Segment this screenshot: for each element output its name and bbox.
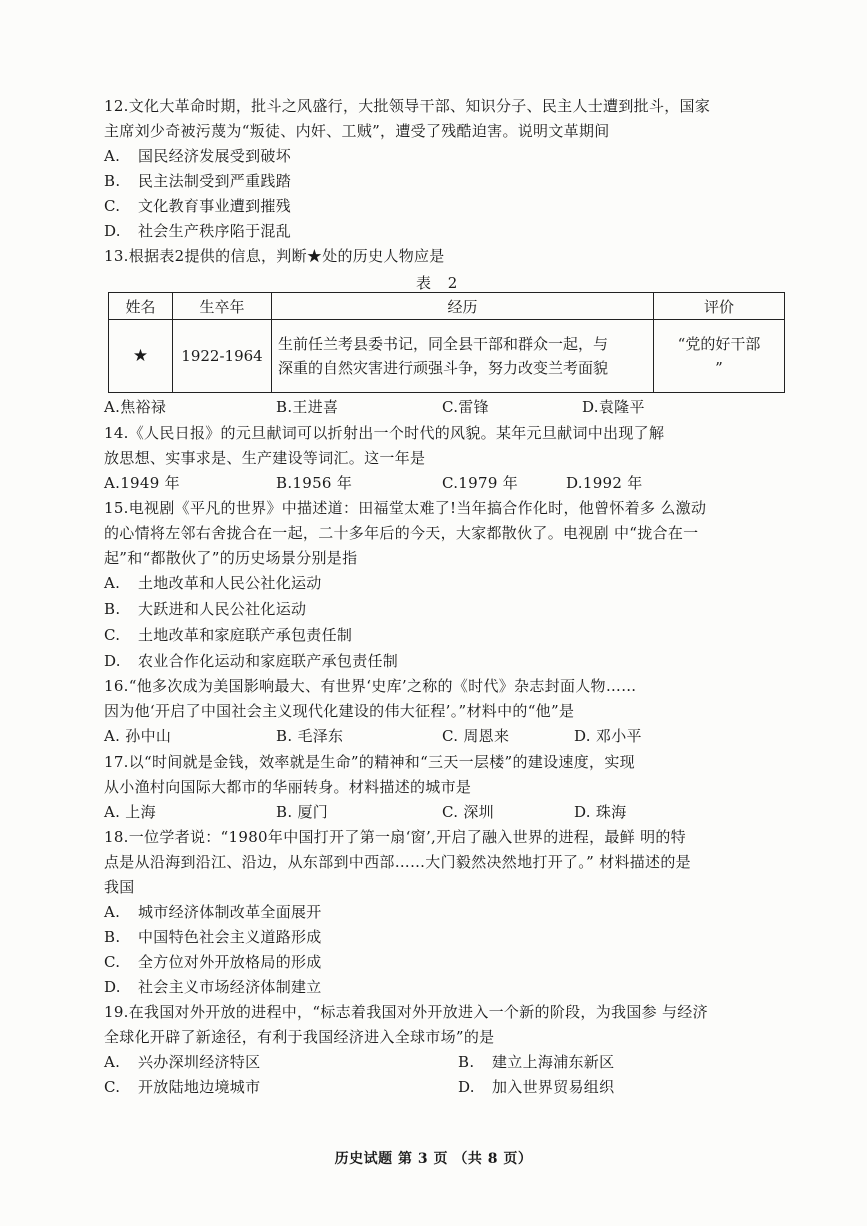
q19-stem-line2: 全球化开辟了新途径，有利于我国经济进入全球市场”的是 [104,1028,495,1046]
q18-option-c: C. 全方位对外开放格局的形成 [104,953,322,971]
q15-stem-line1: 15.电视剧《平凡的世界》中描述道：田福堂太难了!当年搞合作化时，他曾怀着多 么激动 [104,499,707,517]
q19-option-b: B. 建立上海浦东新区 [458,1053,615,1071]
q13-option-d: D.袁隆平 [582,398,645,416]
table-row [109,320,785,393]
q15-option-c: C. 土地改革和家庭联产承包责任制 [104,626,353,644]
star-icon: ★ [109,320,173,393]
q18-stem-line1: 18.一位学者说：“1980年中国打开了第一扇‘窗’,开启了融入世界的进程，最鲜 明的特 [104,828,686,846]
q13-option-c: C.雷锋 [442,398,489,416]
q12-option-a: A. 国民经济发展受到破坏 [104,147,292,165]
q14-option-a: A.1949 年 [104,474,180,492]
q17-option-c: C. 深圳 [442,803,494,821]
q13-stem: 13.根据表2提供的信息，判断★处的历史人物应是 [104,247,445,265]
q19-option-c: C. 开放陆地边境城市 [104,1078,261,1096]
q19-stem-line1: 19.在我国对外开放的进程中，“标志着我国对外开放进入一个新的阶段，为我国参 与经济 [104,1003,708,1021]
q17-stem-line1: 17.以“时间就是金钱，效率就是生命”的精神和“三天一层楼”的建设速度，实现 [104,753,635,771]
q18-stem-line3: 我国 [104,878,135,896]
q15-option-d: D. 农业合作化运动和家庭联产承包责任制 [104,652,399,670]
q15-stem-line3: 起”和“都散伙了”的历史场景分别是指 [104,549,358,567]
q15-option-b: B. 大跃进和人民公社化运动 [104,600,307,618]
q18-option-b: B. 中国特色社会主义道路形成 [104,928,322,946]
q12-stem-line1: 12.文化大革命时期，批斗之风盛行，大批领导干部、知识分子、民主人士遭到批斗，国家 [104,97,711,115]
q12-stem-line2: 主席刘少奇被污蔑为“叛徒、内奸、工贼”，遭受了残酷迫害。说明文革期间 [104,122,610,140]
q16-option-a: A. 孙中山 [104,727,172,745]
q17-options [0,802,867,822]
table-cell-evaluation: “党的好干部 ” [654,320,785,393]
q16-stem-line2: 因为他‘开启了中国社会主义现代化建设的伟大征程’。”材料中的“他”是 [104,702,575,720]
q13-option-a: A.焦裕禄 [104,398,167,416]
q18-option-a: A. 城市经济体制改革全面展开 [104,903,322,921]
q18-option-d: D. 社会主义市场经济体制建立 [104,978,322,996]
q17-option-d: D. 珠海 [574,803,627,821]
q14-option-c: C.1979 年 [442,474,519,492]
figure-table [108,292,785,393]
q12-option-d: D. 社会生产秩序陷于混乱 [104,222,292,240]
q17-option-a: A. 上海 [104,803,156,821]
q15-stem-line2: 的心情将左邻右舍拢合在一起，二十多年后的今天，大家都散伙了。电视剧 中“拢合在一 [104,524,699,542]
q16-option-b: B. 毛泽东 [276,727,344,745]
table-header-cell: 评价 [654,293,785,320]
table-cell-bio: 生前任兰考县委书记，同全县干部和群众一起，与 深重的自然灾害进行顽强斗争，努力改变兰考面貌 [272,320,654,393]
q16-option-c: C. 周恩来 [442,727,510,745]
table-caption: 表 2 [416,274,464,292]
q13-options [0,397,867,417]
q19-option-a: A. 兴办深圳经济特区 [104,1053,261,1071]
q16-stem-line1: 16.“他多次成为美国影响最大、有世界‘史库’之称的《时代》杂志封面人物…… [104,677,637,695]
q19-option-d: D. 加入世界贸易组织 [458,1078,615,1096]
table-header-cell: 生卒年 [173,293,272,320]
table-header-row [109,293,785,320]
q12-option-c: C. 文化教育事业遭到摧残 [104,197,292,215]
q14-options [0,473,867,493]
q12-option-b: B. 民主法制受到严重践踏 [104,172,292,190]
page-footer: 历史试题 第 3 页 （共 8 页） [334,1151,533,1167]
q19-options-row2 [0,1077,867,1097]
q14-option-b: B.1956 年 [276,474,353,492]
q14-option-d: D.1992 年 [566,474,643,492]
q13-option-b: B.王进喜 [276,398,339,416]
q15-option-a: A. 土地改革和人民公社化运动 [104,574,322,592]
q16-option-d: D. 邓小平 [574,727,642,745]
q14-stem-line1: 14.《人民日报》的元旦献词可以折射出一个时代的风貌。某年元旦献词中出现了解 [104,424,665,442]
q16-options [0,726,867,746]
table-header-cell: 经历 [272,293,654,320]
q18-stem-line2: 点是从沿海到沿江、沿边，从东部到中西部……大门毅然决然地打开了。” 材料描述的是 [104,853,691,871]
q17-option-b: B. 厦门 [276,803,329,821]
q19-options-row1 [0,1052,867,1072]
q14-stem-line2: 放思想、实事求是、生产建设等词汇。这一年是 [104,449,426,467]
q17-stem-line2: 从小渔村向国际大都市的华丽转身。材料描述的城市是 [104,778,472,796]
table-header-cell: 姓名 [109,293,173,320]
table-cell-years: 1922-1964 [173,320,272,393]
